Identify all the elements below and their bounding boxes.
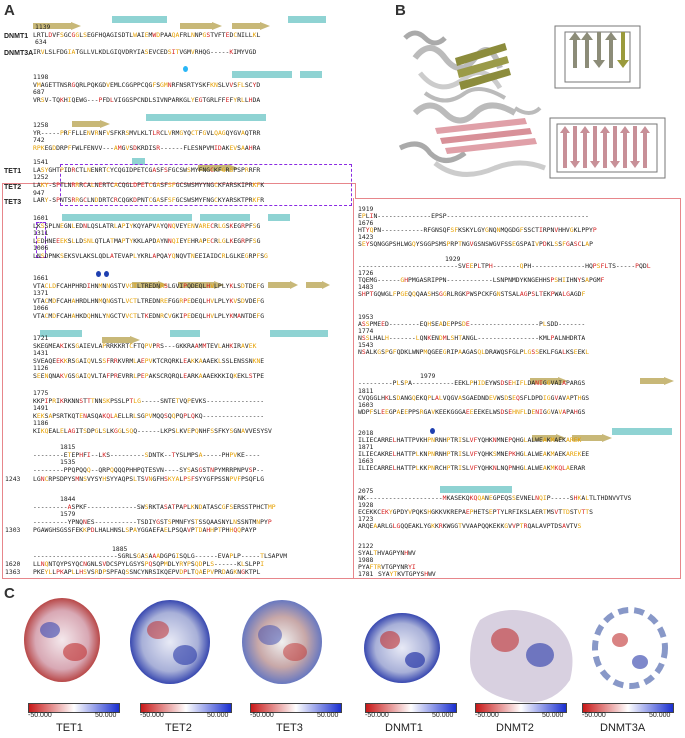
seq-label-dnmt1: DNMT1 xyxy=(4,33,29,40)
residue-number: 1676 xyxy=(358,219,374,227)
seq-line: IRVLSLFDGIATGLLVLKDLGIQVDRYIASEVCEDSITVGMVRHQG-----KIMYVGD xyxy=(33,48,257,56)
seq-line: NK--------------------MKASEKQKQQANEGPEQSSEVNELNQIP-----SHKALTLTHDNVVTVS xyxy=(358,494,632,502)
residue-number: 1543 xyxy=(358,341,374,349)
alpha-helix-bar xyxy=(300,71,322,78)
seq-line: LGNCRPSDPYSMNSVYSYHSYYAQPSLTSVNGFHSKYALPSFSYYGFPSSNPVFPSQFLG xyxy=(33,475,265,483)
seq-line: --------ETEPHFI--LKS---------SDNTK--TYSLMPSA-----PHPVKE---- xyxy=(33,451,261,459)
seq-line: --------------------------SVEEPLTPH-------QPH--------------HQPSFLTS-----PQDL xyxy=(358,262,651,270)
scale-min-label: -50.000 xyxy=(475,712,499,719)
seq-line: YR-----PRFFLLENVRNFVSFKRSMVLKLTLRCLVRMGYQCTFGVLQAGQYGVAQTRR xyxy=(33,129,261,137)
residue-number: 1953 xyxy=(358,313,374,321)
beta-strand-arrow xyxy=(306,274,330,282)
residue-number: 1139 xyxy=(35,23,51,31)
residue-number: 1721 xyxy=(33,334,49,342)
seq-line: ASSPMEED--------EQHSEADEPPSDE------------------PLSDD------- xyxy=(358,320,586,328)
beta-strand-arrow xyxy=(640,370,674,378)
residue-number: 1775 xyxy=(33,389,49,397)
residue-number: 1066 xyxy=(33,304,49,312)
marker-dot xyxy=(104,271,109,277)
scale-max-label: 50.000 xyxy=(542,712,564,719)
protein-label-tet2: TET2 xyxy=(165,722,192,734)
scale-max-label: 50.000 xyxy=(95,712,117,719)
seq-line: ---------ASPKF-------------SWSRKTASATPAPLKNDATASCGFSERSSTPHCTMP xyxy=(33,503,276,511)
seq-line: ARQEAARLGLGQQEAKLYGKKRKWGGTVVAAPQQKEKKGVVPTRQALAVPTDSAVTVS xyxy=(358,522,582,530)
seq-line: LARY-SPNTSRRGCLNDDRTCRCQGKDPNTCGASFSFGCSWSMYFNGCKYARSKTPRKFR xyxy=(33,196,265,204)
residue-number: 1871 xyxy=(358,443,374,451)
residue-number: 742 xyxy=(33,136,45,144)
beta-strand-arrow xyxy=(132,274,168,282)
seq-line: WDPFSLEEGPAEEPPSRGAVKEEKGGGAEEEEKELWSDSEHNFLDENIGGVAVAPAHGS xyxy=(358,408,586,416)
surface-tet3 xyxy=(242,600,322,684)
residue-number: 1844 xyxy=(60,495,76,503)
frame-top-right xyxy=(355,198,680,199)
beta-strand-arrow xyxy=(180,15,222,23)
scale-min-label: -50.000 xyxy=(28,712,52,719)
seq-line: LRTLDVFSGCGGLSEGFHQAGISDTLWAIEMWDPAAQAFRLNNPGSTVFTEDCNILLKL xyxy=(33,31,261,39)
frame-divider xyxy=(353,198,354,578)
seq-line: VTACMDFCAHAHRDLHNMQNGSTLVCTLTREDNREFGGRPEDEQLHVLPLYKVSDVDEFG xyxy=(33,297,265,305)
scale-max-label: 50.000 xyxy=(317,712,339,719)
frame-right xyxy=(680,198,681,579)
residue-number: 2075 xyxy=(358,487,374,495)
residue-number: 1252 xyxy=(33,173,49,181)
seq-line: SKEGMEAKIKSGAIEVLAPRRKKRTCFTQPVPRS---GKKRAAMMTEVLAHKIRAVEK xyxy=(33,342,257,350)
seq-line: ---------YPNQNES-----------TSDIYGSTSPMNFYSTSSQAASNYLNSSNTMNPYP xyxy=(33,518,272,526)
panel-b-letter: B xyxy=(395,2,406,19)
residue-number: 1491 xyxy=(33,404,49,412)
protein-ribbon-top xyxy=(405,33,511,101)
residue-number: 1988 xyxy=(358,556,374,564)
beta-strand-arrow xyxy=(102,329,140,337)
seq-line: PKEYLLPKAPLLHSVSRDPSPFAQSSNCYNRSIKQEPVDPLTQAEPVPRDAGKNGKTPL xyxy=(33,568,261,576)
topology-arrows-top xyxy=(569,32,629,68)
seq-line: ----------------------SGRLSGASAAADGPGISQLG------EVAPLP-----TLSAPVM xyxy=(33,552,288,560)
scale-max-label: 50.000 xyxy=(207,712,229,719)
seq-line: PYAFTRVTGPYNRYI xyxy=(358,563,416,571)
marker-dot xyxy=(430,428,435,434)
residue-number: 1198 xyxy=(33,73,49,81)
alpha-helix-bar xyxy=(440,486,512,493)
residue-number: 1423 xyxy=(358,233,374,241)
beta-strand-arrow xyxy=(72,113,110,121)
seq-line: KEKSAPSRTKQTENASQAKQLAELLRLSGPVMQQSQQPQPLQKQ---------------- xyxy=(33,412,265,420)
residue-number: 1979 xyxy=(420,372,436,380)
surface-tet1 xyxy=(24,598,100,682)
seq-line: LNSDPNKSEKSVLAKSLQDLATEVAPLYKRLAPQAYQNQVTNEEIAIDCRLGLKEGRPFSG xyxy=(33,252,268,260)
surface-dnmt2 xyxy=(470,610,573,703)
alpha-helix-bar xyxy=(268,214,290,221)
alpha-helix-bar xyxy=(232,71,292,78)
seq-line: ---------PLSPA-----------EEKLPHIDEYWSDSEHIFLDANIGGVAIAPARGS xyxy=(358,379,586,387)
alpha-helix-bar xyxy=(612,428,672,435)
seq-line: KKPIPRIKRKNNSTTTNNSKPSSLPTLG-----SNTETVQPEVKS--------------- xyxy=(33,397,265,405)
scale-max-label: 50.000 xyxy=(649,712,671,719)
alpha-helix-bar xyxy=(112,16,167,23)
seq-line: NSSLHALH-------LQNKENDMLSHTANGL----------------KMLPALNHDRTA xyxy=(358,334,586,342)
residue-number: 1006 xyxy=(33,244,49,252)
seq-line: SEENQNAKVGSGAIQVLTAFPREVRRLPEPAKSCRQRQLEARKAAAEKKKIQKEKLSTPE xyxy=(33,372,265,380)
seq-line: TQEMG------GHPMGASRIPPN------------LSNPNMDYKNGEHHSPSHIIHNYSAPGMF xyxy=(358,276,605,284)
residue-number: 1661 xyxy=(33,274,49,282)
scale-min-label: -50.000 xyxy=(250,712,274,719)
scale-min-label: -50.000 xyxy=(140,712,164,719)
seq-line: LAKY-SPTLNRRRCALNERTCACQGLDPETCGASFSFGCSWSMYYNGCKFARSKIPRKFK xyxy=(33,181,265,189)
residue-number: 2122 xyxy=(358,542,374,550)
protein-label-dnmt2: DNMT2 xyxy=(496,722,534,734)
frame-step xyxy=(355,183,356,198)
alpha-helix-bar xyxy=(62,214,192,221)
alpha-helix-bar xyxy=(270,330,328,337)
protein-label-dnmt1: DNMT1 xyxy=(385,722,423,734)
residue-number: 1431 xyxy=(33,349,49,357)
seq-line: NSALKGSPGFQDKLWNPMQGEEGRIPAAGASQLDRAWQSFGLPLGSSEKLFGALKSEEKL xyxy=(358,348,590,356)
seq-line: VTACLDFCAHPHRDIHNMNNGSTVVCTLTREDNRSLGVIPQDEQLHVLPLYKLSDTDEFG xyxy=(33,282,265,290)
beta-strand-arrow xyxy=(33,15,81,23)
residue-number: 1363 xyxy=(5,568,21,576)
alpha-helix-bar xyxy=(200,214,250,221)
seq-line: LLNQNTQYPSYQCNGNLSVDCSPYLGSYSPQSQPMDLYRYPSQDPLS------KLSLPPI xyxy=(33,560,265,568)
beta-strand-arrow xyxy=(572,427,612,435)
alpha-helix-bar xyxy=(146,114,266,121)
seq-line: SEYSQNGGPSHLWGQYSGGPSMSPRPTNGVGSNSWGVFSSEGSPAIVPDKLSSFGASCLAP xyxy=(358,240,593,248)
topology-arrows-bottom xyxy=(560,126,650,168)
alpha-helix-bar xyxy=(170,330,200,337)
frame-left xyxy=(2,183,3,579)
seq-label-tet2: TET2 xyxy=(4,184,22,191)
seq-line: VTACMDFCAHAHKDQHNLYNGCTVVCTLTKEDNRCVGKIPEDEQLHVLPLYKMANTDEFG xyxy=(33,312,265,320)
residue-number: 1541 xyxy=(33,158,49,166)
residue-number: 1186 xyxy=(33,419,49,427)
residue-number: 1723 xyxy=(358,515,374,523)
residue-number: 1781 xyxy=(358,570,374,578)
residue-number: 1311 xyxy=(33,229,49,237)
scale-min-label: -50.000 xyxy=(582,712,606,719)
seq-line: CVQGGLHKLSDANGQEKQPLALVQGVASGAEDNDEVWSDSEQSFLDPDIGGVAVAPTHGS xyxy=(358,394,590,402)
residue-number: 1919 xyxy=(358,205,374,213)
residue-number: 1483 xyxy=(358,283,374,291)
residue-number: 1774 xyxy=(358,327,374,335)
seq-label-tet3: TET3 xyxy=(4,199,22,206)
beta-strand-arrow xyxy=(232,15,270,23)
beta-strand-arrow xyxy=(268,274,298,282)
seq-line: LASYGHTPIDRCTLNENRTCYCQGIDPETCGASFSFGCSWSMYFNGCKFGRSPSPRRFR xyxy=(33,166,261,174)
surface-tet2 xyxy=(130,600,210,684)
seq-line: HTYQPN-----------RFGNSQFSFKSKYLGYGNQNMQGDGFSSCTIRPNVHHVGKLPPYP xyxy=(358,226,597,234)
electrostatic-surfaces xyxy=(20,590,680,710)
seq-line: PGAWGHSGSSFEKKPDLHALHNSLSPAYGGAEFAELPSQAVPTDAHHPTPHHQQPAYP xyxy=(33,526,257,534)
beta-strand-arrow xyxy=(532,427,566,435)
seq-line: VRSV-TQKHIQEWG---PFDLVIGGSPCNDLSIVNPARKGLYEGTGRLFFEFYRLLHDA xyxy=(33,96,261,104)
residue-number: 1929 xyxy=(445,255,461,263)
panel-a-letter: A xyxy=(4,2,15,19)
residue-number: 1811 xyxy=(358,387,374,395)
alpha-helix-bar xyxy=(288,16,326,23)
residue-number: 1258 xyxy=(33,121,49,129)
frame-bottom xyxy=(2,578,680,579)
seq-line: LEDHNEEEKSLLDSNLQTLATMAPTYKKLAPDAYNNQIEYEHRAPECRLGLKEGRPFSG xyxy=(33,237,261,245)
scale-min-label: -50.000 xyxy=(365,712,389,719)
seq-label-dnmt3a: DNMT3A xyxy=(4,50,34,57)
marker-dot xyxy=(183,66,188,72)
residue-number: 1579 xyxy=(60,510,76,518)
residue-number: 2018 xyxy=(358,429,374,437)
seq-line: ILIECARRELHATTPLKKPNRCHPTRISLVFYQHKNLNQPNHGLALWEAKMKQLAERAR xyxy=(358,464,586,472)
seq-line: ILIECAKRELHATTPLKNPNRNHPTRISLVFYQHKSMNEPKHGLALWEAKMAEKAREKEE xyxy=(358,450,590,458)
residue-number: 1535 xyxy=(60,458,76,466)
panel-c-letter: C xyxy=(4,585,15,602)
structure-panel-b xyxy=(395,18,680,198)
marker-dot xyxy=(96,271,101,277)
residue-number: 1303 xyxy=(5,526,21,534)
residue-number: 634 xyxy=(35,38,47,46)
seq-line: SVEAQEEKKRSGAIQVLSSFRRKVRMLAEPVKTCRQRKLEAKKAAAEKLSSLENSSNKNE xyxy=(33,357,265,365)
residue-number: 1726 xyxy=(358,269,374,277)
seq-line: SYAYTKVTGPYSHWV xyxy=(378,570,436,578)
residue-number: 1928 xyxy=(358,501,374,509)
residue-number: 1885 xyxy=(112,545,128,553)
surface-dnmt3a xyxy=(595,610,665,686)
residue-number: 1815 xyxy=(60,443,76,451)
beta-strand-arrow xyxy=(530,370,568,378)
beta-strand-arrow xyxy=(178,274,224,282)
protein-label-tet3: TET3 xyxy=(276,722,303,734)
seq-line: RPKEGDDRPFFWLFENVV---AMGVSDKRDISR------FLESNPVMIDAKEVSAAHRA xyxy=(33,144,261,152)
seq-line: --------PPQPQQQ--QRPQQQQPHHPQTESVN----SYSASGSTNPYMRRPNPVSP-- xyxy=(33,466,264,474)
surface-dnmt1 xyxy=(364,613,440,683)
residue-number: 1126 xyxy=(33,364,49,372)
protein-label-tet1: TET1 xyxy=(56,722,83,734)
residue-number: 1371 xyxy=(33,289,49,297)
seq-line: SHPTGQWGLFPGEQQQAASHSGGRLRGKPWSPCKFGNSTSALAGPSLTEKPWALGAGDF xyxy=(358,290,586,298)
seq-line: ILIECARRELHATTPVKHPNRNHPTRISLVFYQHKNMNEPQHGLALWEAKMAEKAREK xyxy=(358,436,582,444)
residue-number: 687 xyxy=(33,88,45,96)
seq-line: ECEKKCEKYGPDYVPQKSHGKKVKREPAEPHETSEPTYLRFIKSLAERTMSVTTDSTVTTS xyxy=(358,508,593,516)
residue-number: 1243 xyxy=(5,475,21,483)
scale-max-label: 50.000 xyxy=(432,712,454,719)
seq-line: LKSSPLNEGNLEDNLQSLATRLAPIYKQYAPVAYQNQVEYENVARECRLGSKEGRPFSG xyxy=(33,222,261,230)
seq-line: VMAGETTNSRGQRLPQKGDVEMLCGGPPCQGFSGMNRFNSRTYSKFKNSLVVSFLSCYD xyxy=(33,81,261,89)
seq-line: SYALTHVAGPYNHWV xyxy=(358,549,416,557)
seq-line: EPLIN--------------EPSP------------------------------------- xyxy=(358,212,589,220)
residue-number: 947 xyxy=(33,189,45,197)
seq-label-tet1: TET1 xyxy=(4,168,22,175)
seq-line: KIKQEALELAGITSDPGLSLKGGLSQQ------LKPSLKVEPQNHFSSFKYSGNAVVESYSV xyxy=(33,427,272,435)
residue-number: 1601 xyxy=(33,214,49,222)
residue-number: 1603 xyxy=(358,401,374,409)
protein-label-dnmt3a: DNMT3A xyxy=(600,722,646,734)
residue-number: 1663 xyxy=(358,457,374,465)
topology-diagram-bottom xyxy=(550,118,665,178)
residue-number: 1620 xyxy=(5,560,21,568)
protein-ribbon-bottom xyxy=(400,106,545,175)
